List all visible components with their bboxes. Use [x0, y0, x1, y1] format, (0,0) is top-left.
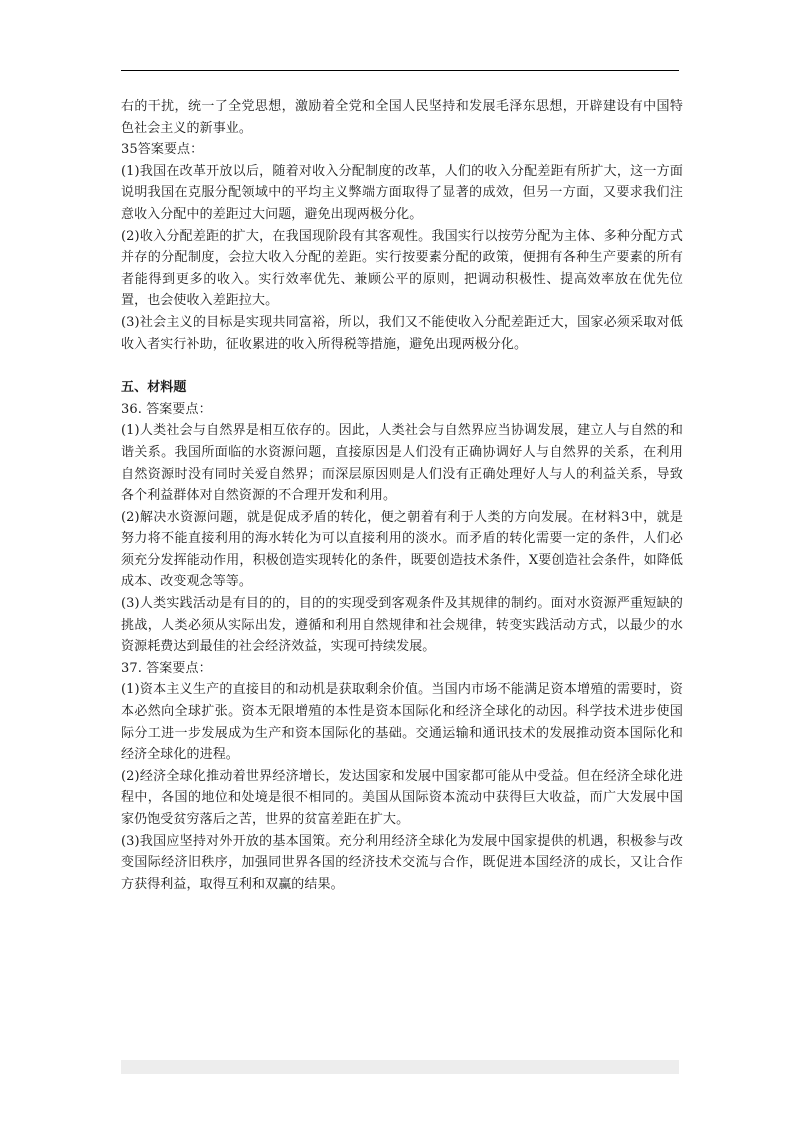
- paragraph: (1)人类社会与自然界是相互依存的。因此，人类社会与自然界应当协调发展，建立人与自然的和谐关系。我国所面临的水资源问题，直接原因是人们没有正确协调好人与自然界的关系，在利用自然资源时没有同时关爱自然界；而深层原因则是人们没有正确处理好人与人的利益关系，导致各个利益群体对自然资源的不合理开发和利用。: [121, 423, 683, 504]
- header-rule: [121, 70, 679, 71]
- paragraph: 右的干扰，统一了全党思想，激励着全党和全国人民坚持和发展毛泽东思想，开辟建设有中国特色社会主义的新事业。: [121, 99, 683, 136]
- answer-heading-37: 37. 答案要点：: [121, 660, 212, 676]
- paragraph: (2)解决水资源问题，就是促成矛盾的转化，便之朝着有利于人类的方向发展。在材料3中，就是努力将不能直接利用的海水转化为可以直接利用的淡水。而矛盾的转化需要一定的条件，人们必须充分发挥能动作用，积极创造实现转化的条件，既要创造技术条件，X要创造社会条件，如降低成本、改变观念等等。: [121, 509, 683, 590]
- paragraph: (2)收入分配差距的扩大，在我国现阶段有其客观性。我国实行以按劳分配为主体、多种分配方式并存的分配制度，会拉大收入分配的差距。实行按要素分配的政策，便拥有各种生产要素的所有者能得到更多的收入。实行效率优先、兼顾公平的原则，把调动积极性、提高效率放在优先位置，也会使收入差距拉大。: [121, 228, 683, 309]
- section-title: 五、材料题: [121, 380, 187, 396]
- paragraph: (1)资本主义生产的直接目的和动机是获取剩余价值。当国内市场不能满足资本增殖的需要时，资本必然向全球扩张。资本无限增殖的本性是资本国际化和经济全球化的动因。科学技术进步使国际分工进一步发展成为生产和资本国际化的基础。交通运输和通讯技术的发展推动资本国际化和经济全球化的进程。: [121, 682, 683, 763]
- paragraph: (3)社会主义的目标是实现共同富裕，所以，我们又不能使收入分配差距迁大，国家必须采取对低收入者实行补助，征收累进的收入所得税等措施，避免出现两极分化。: [121, 314, 683, 352]
- paragraph: (1)我国在改革开放以后，随着对收入分配制度的改革，人们的收入分配差距有所扩大，这一方面说明我国在克服分配领域中的平均主义弊端方面取得了显著的成效，但另一方面，又要求我们注意收入分配中的差距过大问题，避免出现两极分化。: [121, 163, 683, 222]
- answer-heading-35: 35答案要点：: [121, 142, 204, 158]
- paragraph: (2)经济全球化推动着世界经济增长，发达国家和发展中国家都可能从中受益。但在经济全球化进程中，各国的地位和处境是很不相同的。美国从国际资本流动中获得巨大收益，而广大发展中国家仍饱受贫穷落后之苦，世界的贫富差距在扩大。: [121, 768, 683, 827]
- footer-bar: [121, 1060, 679, 1074]
- paragraph: (3)我国应坚持对外开放的基本国策。充分利用经济全球化为发展中国家提供的机遇，积极参与改变国际经济旧秩序，加强同世界各国的经济技术交流与合作，既促进本国经济的成长，又让合作方获得利益，取得互利和双赢的结果。: [121, 833, 683, 892]
- document-body: [121, 96, 683, 895]
- answer-heading-36: 36. 答案要点：: [121, 401, 212, 417]
- paragraph: (3)人类实践活动是有目的的，目的的实现受到客观条件及其规律的制约。面对水资源严重短缺的挑战，人类必须从实际出发，遵循和利用自然规律和社会规律，转变实践活动方式，以最少的水资源耗费达到最佳的社会经济效益，实现可持续发展。: [121, 596, 683, 655]
